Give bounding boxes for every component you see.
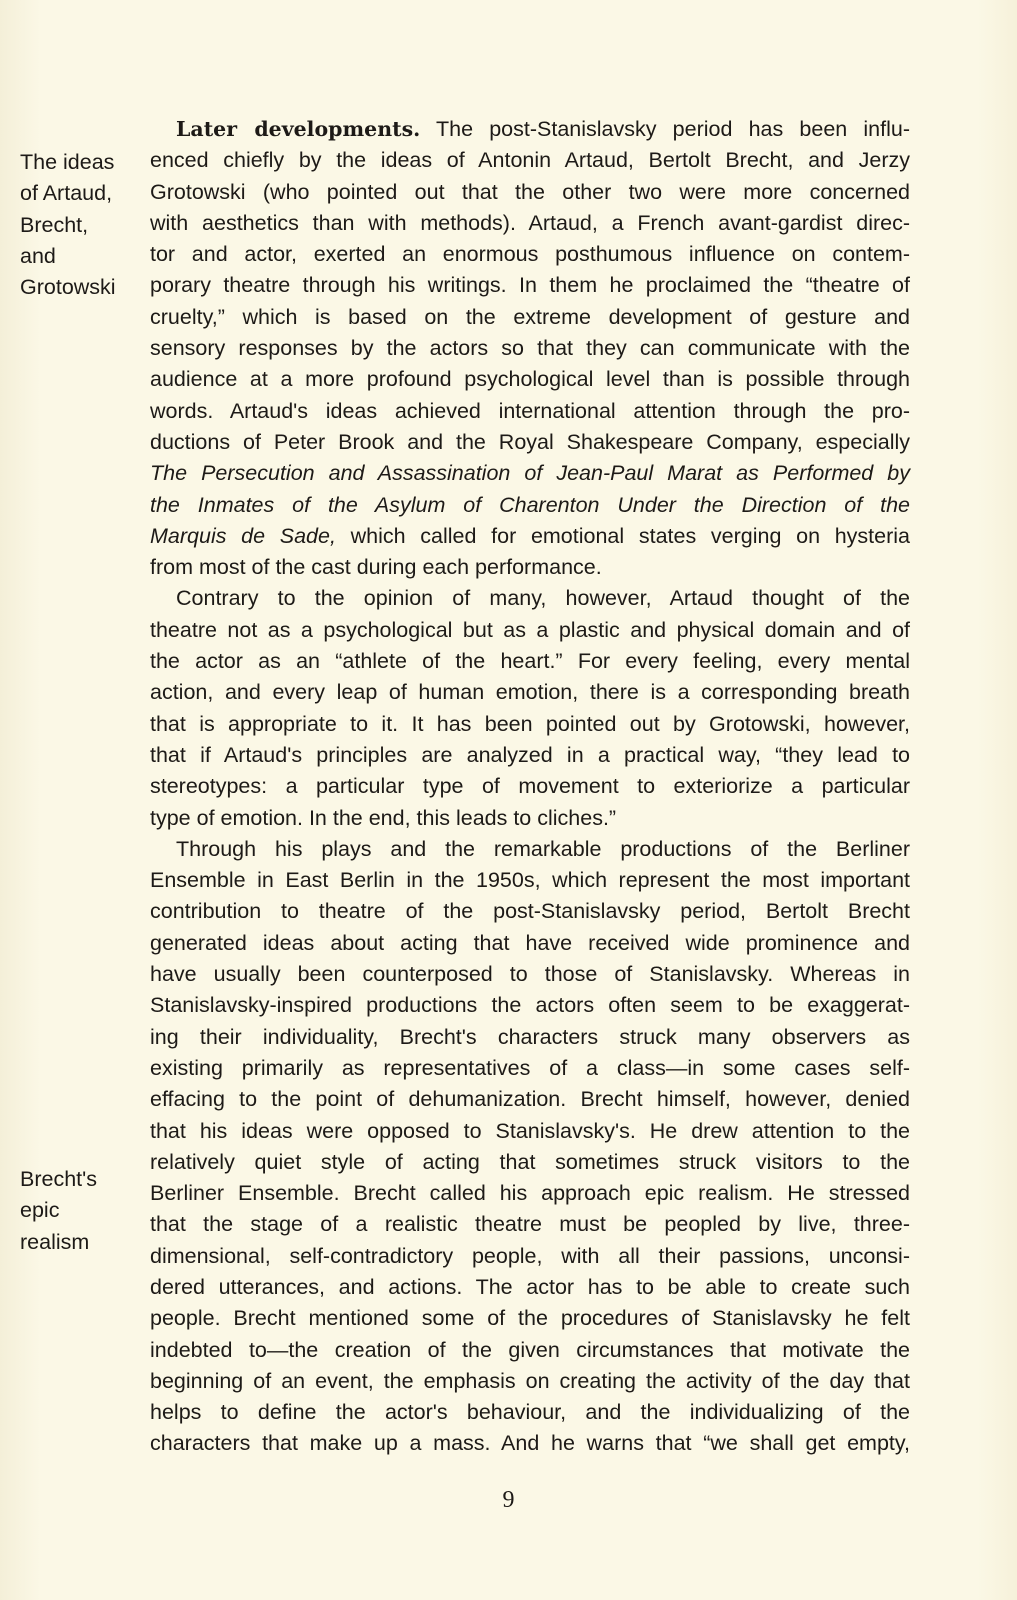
text-line: the actor as an “athlete of the heart.” For every feeling, every mental — [150, 649, 910, 674]
text-line: dered utterances, and actions. The actor has to be able to create such — [150, 1274, 910, 1299]
text-line: porary theatre through his writings. In them he proclaimed the “theatre of — [150, 273, 910, 298]
page-number: 9 — [502, 1487, 515, 1513]
text-line: that his ideas were opposed to Stanislavsky's. He drew attention to the — [150, 1118, 910, 1143]
text-line: action, and every leap of human emotion, there is a corresponding breath — [150, 680, 910, 705]
body-text — [150, 114, 910, 1460]
text-line: Through his plays and the remarkable productions of the Berliner — [176, 836, 910, 861]
text-line: ing their individuality, Brecht's characters struck many observers as — [150, 1024, 910, 1049]
text-line: Grotowski (who pointed out that the other two were more concerned — [150, 179, 910, 204]
title-italic: Marquis de Sade, — [150, 523, 336, 548]
text-line: Stanislavsky-inspired productions the actors often seem to be exaggerat- — [150, 993, 910, 1018]
text-line: beginning of an event, the emphasis on creating the activity of the day that — [150, 1368, 910, 1393]
margin-note-brechts-epic-realism: Brecht's epic realism — [20, 1167, 97, 1254]
text-line: dimensional, self-contradictory people, with all their passions, unconsi- — [150, 1243, 910, 1268]
text-line: effacing to the point of dehumanization. Brecht himself, however, denied — [150, 1087, 910, 1112]
text-line: existing primarily as representatives of a class—in some cases self- — [150, 1055, 910, 1080]
text-line: theatre not as a psychological but as a plastic and physical domain and of — [150, 617, 910, 642]
margin-note-artaud-brecht-grotowski: The ideas of Artaud, Brecht, and Grotowski — [20, 150, 116, 300]
text-line: from most of the cast during each performance. — [150, 555, 602, 580]
text-line: Berliner Ensemble. Brecht called his approach epic realism. He stressed — [150, 1181, 910, 1206]
text-line: characters that make up a mass. And he warns that “we shall get empty, — [150, 1431, 910, 1456]
text-line: that if Artaud's principles are analyzed in a practical way, “they lead to — [150, 742, 910, 767]
text-line: contribution to theatre of the post-Stanislavsky period, Bertolt Brecht — [150, 899, 910, 924]
text-line: indebted to—the creation of the given circumstances that motivate the — [150, 1337, 910, 1362]
text-line-italic: The Persecution and Assassination of Jean-Paul Marat as Performed by — [150, 461, 910, 486]
text-line: Marquis de Sade, which called for emotional states verging on hysteria — [150, 523, 910, 548]
text-line: stereotypes: a particular type of movement to exteriorize a particular — [150, 774, 910, 799]
text-line: tor and actor, exerted an enormous posthumous influence on contem- — [150, 242, 910, 267]
text-line: words. Artaud's ideas achieved international attention through the pro- — [150, 398, 910, 423]
section-heading: Later developments. — [176, 117, 421, 141]
text-line: sensory responses by the actors so that they can communicate with the — [150, 336, 910, 361]
text-line: audience at a more profound psychological level than is possible through — [150, 367, 910, 392]
text-line: people. Brecht mentioned some of the procedures of Stanislavsky he felt — [150, 1306, 910, 1331]
text-line: Later developments. The post-Stanislavsky period has been influ- — [176, 117, 910, 141]
text-line: relatively quiet style of acting that sometimes struck visitors to the — [150, 1149, 910, 1174]
text-line: have usually been counterposed to those of Stanislavsky. Whereas in — [150, 962, 910, 987]
text-line-italic: the Inmates of the Asylum of Charenton Under the Direction of the — [150, 492, 910, 517]
text-line: that the stage of a realistic theatre must be peopled by live, three- — [150, 1212, 910, 1237]
text-line: helps to define the actor's behaviour, and the individualizing of the — [150, 1400, 910, 1425]
text-line: Ensemble in East Berlin in the 1950s, which represent the most important — [150, 868, 910, 893]
text-line: Contrary to the opinion of many, however, Artaud thought of the — [176, 586, 910, 611]
text-line: that is appropriate to it. It has been pointed out by Grotowski, however, — [150, 711, 910, 736]
text-line: type of emotion. In the end, this leads to cliches.” — [150, 805, 617, 830]
text-line: cruelty,” which is based on the extreme development of gesture and — [150, 304, 910, 329]
text-line: generated ideas about acting that have received wide prominence and — [150, 930, 910, 955]
text-line: enced chiefly by the ideas of Antonin Artaud, Bertolt Brecht, and Jerzy — [150, 148, 910, 173]
text-line: with aesthetics than with methods). Artaud, a French avant-gardist direc- — [150, 210, 910, 235]
text-line: ductions of Peter Brook and the Royal Shakespeare Company, especially — [150, 429, 910, 454]
